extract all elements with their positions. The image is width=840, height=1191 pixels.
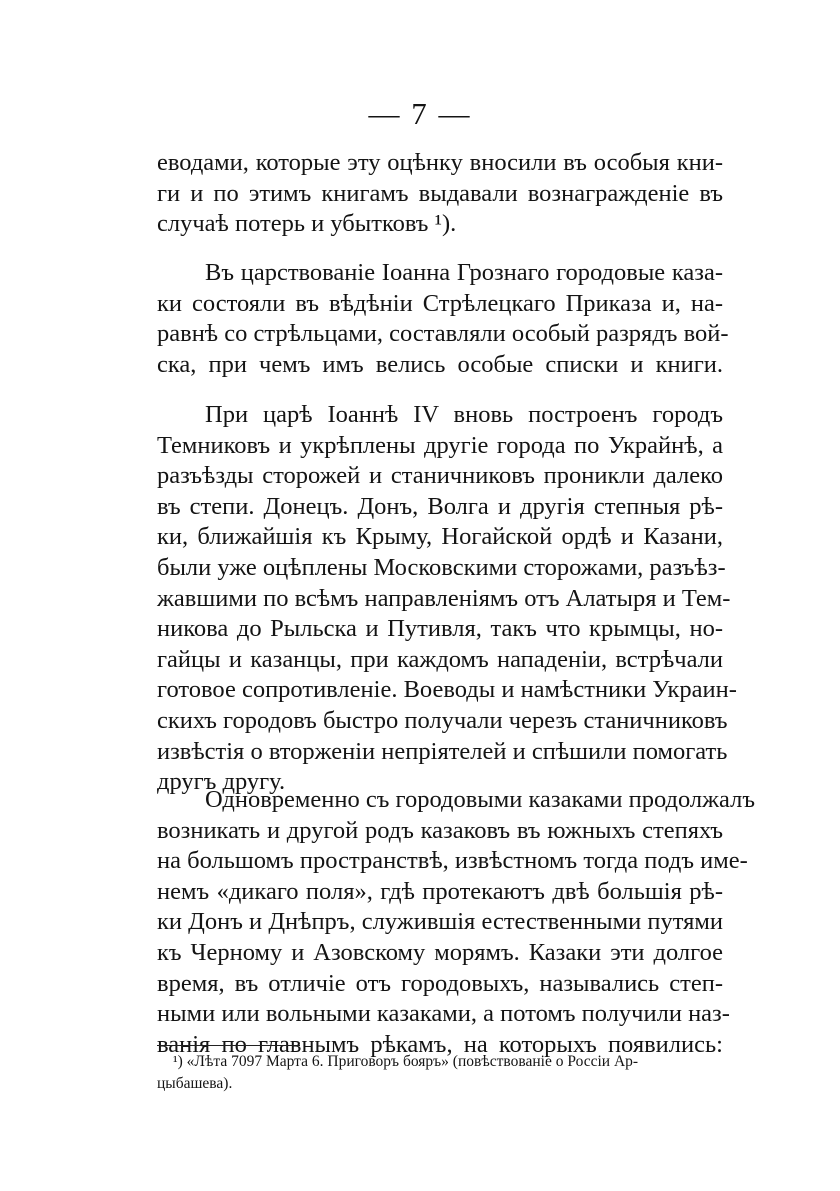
text-line: ванія по главнымъ рѣкамъ, на которыхъ появились: <box>157 1030 723 1058</box>
text-line: никова до Рыльска и Путивля, такъ что крымцы, но- <box>157 615 723 643</box>
text-line: ки Донъ и Днѣпръ, служившія естественными путями <box>157 908 723 936</box>
text-line: скихъ городовъ быстро получали черезъ станичниковъ <box>157 706 728 734</box>
text-line: гайцы и казанцы, при каждомъ нападеніи, встрѣчали <box>157 645 723 673</box>
footnote-divider <box>157 1045 300 1046</box>
text-line: ки состояли въ вѣдѣніи Стрѣлецкаго Приказа и, на- <box>157 289 723 317</box>
text-line: на большомъ пространствѣ, извѣстномъ тогда подъ име- <box>157 847 748 875</box>
text-line: жавшими по всѣмъ направленіямъ отъ Алатыря и Тем- <box>157 584 731 612</box>
text-line: Въ царствованіе Іоанна Грознаго городовые каза- <box>205 259 723 286</box>
text-line: были уже оцѣплены Московскими сторожами, разъѣз- <box>157 553 726 581</box>
text-line: къ Черному и Азовскому морямъ. Казаки эти долгое <box>157 938 723 966</box>
text-line: извѣстія о вторженіи непріятелей и спѣшили помогать <box>157 737 728 765</box>
paragraph-2 <box>157 258 729 380</box>
footnote <box>157 1051 723 1095</box>
page-number: — 7 — <box>368 96 472 131</box>
text-line: возникать и другой родъ казаковъ въ южныхъ степяхъ <box>157 816 723 844</box>
text-line: ки, ближайшія къ Крыму, Ногайской ордѣ и Казани, <box>157 523 723 551</box>
text-line: время, въ отличіе отъ городовыхъ, назывались степ- <box>157 969 723 997</box>
text-line: При царѣ Іоаннѣ IV вновь построенъ городъ <box>205 401 723 428</box>
text-line: ги и по этимъ книгамъ выдавали вознагражденіе въ <box>157 179 723 207</box>
text-line: еводами, которые эту оцѣнку вносили въ особыя кни- <box>157 149 723 176</box>
text-line: готовое сопротивленіе. Воеводы и намѣстники Украин- <box>157 676 737 704</box>
text-line: другъ другу. <box>157 768 286 796</box>
text-line: разъѣзды сторожей и станичниковъ проникли далеко <box>157 462 723 490</box>
text-line: ска, при чемъ имъ велись особые списки и книги. <box>157 350 723 378</box>
text-line: ными или вольными казаками, а потомъ получили наз- <box>157 1000 730 1028</box>
text-line: немъ «дикаго поля», гдѣ протекаютъ двѣ большія рѣ- <box>157 877 723 905</box>
text-line: Темниковъ и укрѣплены другіе города по Украйнѣ, а <box>157 431 723 459</box>
paragraph-4 <box>157 785 756 1060</box>
footnote-line: ¹) «Лѣта 7097 Марта 6. Приговоръ бояръ» (повѣствованіе о Россіи Ар- <box>173 1053 639 1070</box>
footnote-line: цыбашева). <box>157 1075 233 1092</box>
text-line: случаѣ потерь и убытковъ ¹). <box>157 210 457 238</box>
paragraph-1 <box>157 148 723 240</box>
text-line: Одновременно съ городовыми казаками продолжалъ <box>205 786 756 813</box>
text-line: равнѣ со стрѣльцами, составляли особый разрядъ вой- <box>157 320 729 348</box>
text-line: въ степи. Донецъ. Донъ, Волга и другія степныя рѣ- <box>157 492 723 520</box>
paragraph-3 <box>157 400 737 798</box>
